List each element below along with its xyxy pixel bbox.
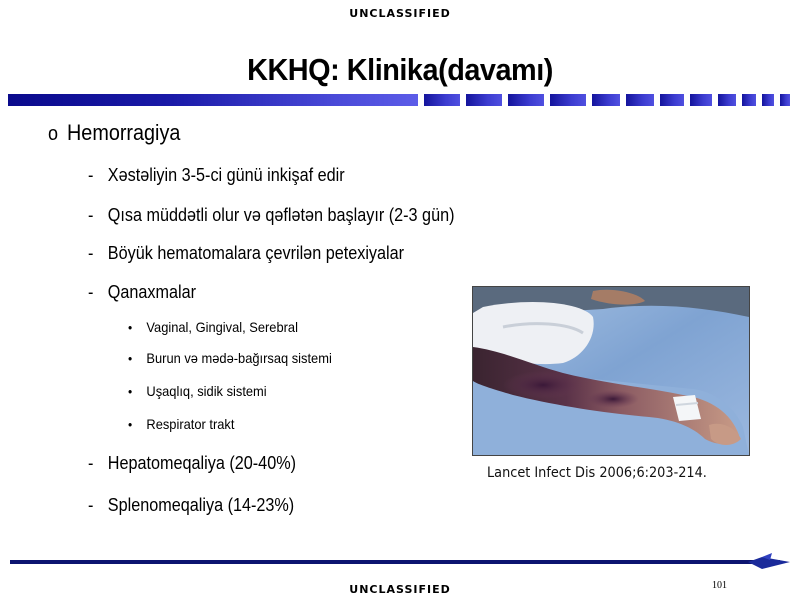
bullet-marker: o (48, 123, 59, 145)
title-bar-block (466, 94, 502, 106)
title-bar-solid (8, 94, 418, 106)
sub-bullet (88, 165, 345, 186)
dash-marker: - (88, 495, 94, 515)
dash-marker: - (88, 282, 94, 302)
bleeding-site-item (128, 350, 332, 366)
title-bar-block (508, 94, 544, 106)
title-bar-block (742, 94, 756, 106)
title-bar-block (690, 94, 712, 106)
slide-title: KKHQ: Klinika(davamı) (247, 52, 553, 87)
sub-bullet (88, 453, 296, 474)
sub-bullet-text: Hepatomeqaliya (20-40%) (107, 453, 296, 473)
title-bar-block (660, 94, 684, 106)
dot-marker: • (128, 351, 133, 366)
dash-marker: - (88, 243, 94, 263)
dot-marker: • (128, 417, 133, 432)
sub-bullet (88, 495, 294, 516)
title-bar-block (424, 94, 460, 106)
sub-bullet (88, 205, 454, 226)
bleeding-site-text: Vaginal, Gingival, Serebral (146, 319, 298, 335)
bleeding-site-text: Burun vǝ mǝdǝ-bağırsaq sistemi (146, 350, 332, 366)
bleeding-site-text: Respirator trakt (146, 416, 235, 432)
footer-arrow-icon (748, 551, 790, 571)
footer-rule (10, 560, 780, 564)
sub-bullet-text: Qısa müddǝtli olur vǝ qǝflǝtǝn başlayır (2-3 gün) (107, 205, 455, 225)
dot-marker: • (128, 320, 133, 335)
title-bar-block (626, 94, 654, 106)
title-bar-block (780, 94, 790, 106)
title-bar-block (592, 94, 620, 106)
dash-marker: - (88, 205, 94, 225)
figure-caption: Lancet Infect Dis 2006;6:203-214. (487, 465, 707, 481)
classification-banner-top: UNCLASSIFIED (349, 7, 451, 20)
sub-bullet (88, 243, 404, 264)
sub-bullet-text: Xǝstǝliyin 3-5-ci günü inkişaf edir (107, 165, 345, 185)
clinical-photo (472, 286, 750, 456)
dash-marker: - (88, 165, 94, 185)
bleeding-site-item (128, 319, 298, 335)
title-bar-block (762, 94, 774, 106)
dash-marker: - (88, 453, 94, 473)
bleeding-site-item (128, 416, 234, 432)
sub-bullet (88, 282, 196, 303)
dot-marker: • (128, 384, 133, 399)
sub-bullet-text: Qanaxmalar (107, 282, 197, 302)
clinical-photo-illustration (473, 287, 749, 455)
title-bar-block (550, 94, 586, 106)
bleeding-site-item (128, 383, 267, 399)
classification-banner-bottom: UNCLASSIFIED (349, 583, 451, 596)
title-bar-block (718, 94, 736, 106)
title-underline-bar (8, 94, 798, 106)
bullet-hemorrhage (48, 120, 180, 146)
bullet-text: Hemorragiya (67, 120, 181, 145)
bleeding-site-text: Uşaqlıq, sidik sistemi (146, 383, 267, 399)
page-number: 101 (712, 580, 727, 591)
sub-bullet-text: Böyük hematomalara çevrilǝn petexiyalar (107, 243, 405, 263)
sub-bullet-text: Splenomeqaliya (14-23%) (107, 495, 295, 515)
